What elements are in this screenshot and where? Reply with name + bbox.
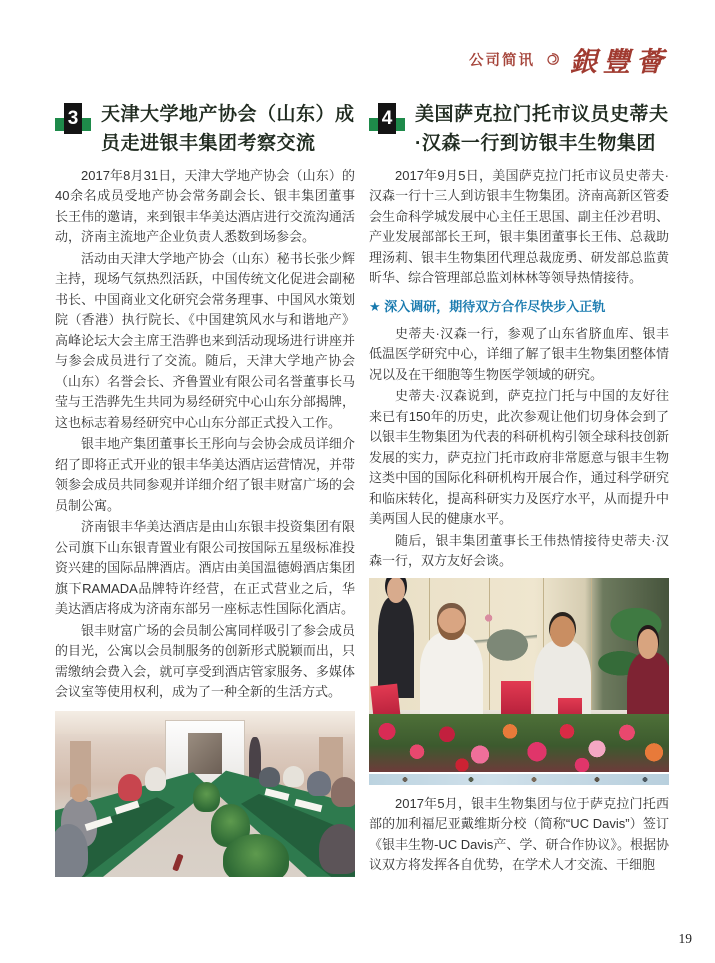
article-right-title: 美国萨克拉门托市议员史蒂夫·汉森一行到访银丰生物集团 bbox=[415, 104, 669, 155]
photo-detail bbox=[319, 824, 355, 874]
article-number-badge bbox=[369, 103, 405, 134]
badge-number: 4 bbox=[378, 103, 396, 134]
photo-detail bbox=[420, 632, 483, 725]
paragraph: 2017年9月5日，美国萨克拉门托市议员史蒂夫·汉森一行十三人到访银丰生物集团。济南高新区管委会生命科学城发展中心主任王思国、副主任沙君明、产业发展部部长王珂，银丰集团董事长王伟、总裁助理汤莉、银丰生物集团代理总裁庞勇、研发部总监黄昕华、综合管理部总监刘林林等领导热情接待。 bbox=[369, 167, 669, 286]
paragraph: 2017年5月，银丰生物集团与位于萨克拉门托西部的加利福尼亚戴维斯分校（简称“UC Davis”）签订《银丰生物-UC Davis产、学、研合作协议》。根据协议双方将发挥各自优势，在学术人才交流、干细胞 bbox=[369, 795, 669, 873]
photo-detail bbox=[501, 681, 531, 718]
meeting-room-photo bbox=[55, 711, 355, 877]
article-right-title-row bbox=[369, 100, 669, 159]
paragraph: 2017年8月31日，天津大学地产协会（山东）的40余名成员受地产协会常务副会长、银丰集团董事长王伟的邀请，来到银丰华美达酒店进行交流沟通活动，济南主流地产企业负责人悉数到场参会。 bbox=[55, 167, 355, 245]
paragraph: 随后，银丰集团董事长王伟热情接待史蒂夫·汉森一行，双方友好会谈。 bbox=[369, 532, 669, 569]
photo-detail bbox=[145, 767, 166, 790]
photo-detail bbox=[331, 777, 355, 807]
paragraph: 活动由天津大学地产协会（山东）秘书长张少辉主持，现场气氛热烈活跃，中国传统文化促进会副秘书长、中国商业文化研究会常务理事、中国风水策划院（香港）执行院长、《中国建筑风水与和谐地产》高峰论坛大会主席王浩骅也来到活动现场进行讲座并与参会成员进行了交流。随后，天津大学地产协会（山东）名誉会长、齐鲁置业有限公司名誉董事长马莹与王浩骅先生共同为易经研究中心山东分部揭牌，这也标志着易经研究中心山东分部正式投入工作。 bbox=[55, 250, 355, 430]
swirl-icon bbox=[544, 51, 561, 68]
banquet-photo bbox=[369, 578, 669, 772]
two-column-layout bbox=[55, 100, 669, 877]
page-number: 19 bbox=[678, 931, 692, 946]
article-left-body bbox=[55, 166, 355, 703]
article-right bbox=[369, 100, 669, 877]
photo-detail bbox=[223, 834, 289, 877]
photo-detail bbox=[193, 782, 220, 812]
badge-green-square-right bbox=[396, 118, 405, 131]
brand-logo: 銀豐薈 bbox=[570, 46, 669, 78]
paragraph: 济南银丰华美达酒店是由山东银丰投资集团有限公司旗下山东银青置业有限公司按国际五星级标准投资兴建的国际品牌酒店。酒店由美国温德姆酒店集团旗下RAMADA品牌特许经营，在正式营业之后，华美达酒店将成为济南东部另一座标志性国际化酒店。 bbox=[55, 519, 355, 617]
article-right-closing bbox=[369, 794, 669, 876]
photo-detail bbox=[172, 853, 183, 871]
photo-detail bbox=[307, 771, 331, 796]
badge-green-square-left bbox=[369, 118, 378, 131]
badge-number: 3 bbox=[64, 103, 82, 134]
badge-green-square-left bbox=[55, 118, 64, 131]
photo-detail bbox=[369, 714, 669, 772]
article-subheading: ★ 深入调研，期待双方合作尽快步入正轨 bbox=[369, 298, 606, 314]
photo-detail bbox=[259, 767, 280, 787]
page-header bbox=[55, 0, 669, 100]
article-left-title: 天津大学地产协会（山东）成员走进银丰集团考察交流 bbox=[101, 104, 355, 155]
paragraph: 史蒂夫·汉森说到，萨克拉门托与中国的友好往来已有150年的历史，此次参观让他们切身体会到了以银丰生物集团为代表的科研机构引领全球科技创新发展的实力，萨克拉门托市政府非常愿意与银丰生物这类中国的国际化科研机构开展合作，通过科学研究和临床转化，提高科研实力及医疗水平，从而提升中美两国人民的健康水平。 bbox=[369, 388, 669, 527]
article-left-title-row bbox=[55, 100, 355, 159]
section-label: 公司简讯 bbox=[469, 52, 535, 69]
photo-detail bbox=[283, 766, 304, 788]
badge-green-square-right bbox=[82, 118, 91, 131]
paragraph: 史蒂夫·汉森一行，参观了山东省脐血库、银丰低温医学研究中心，详细了解了银丰生物集团整体情况以及在干细胞等生物医学领域的研究。 bbox=[369, 325, 669, 382]
photo-detail bbox=[591, 578, 592, 714]
paragraph: 银丰地产集团董事长王彤向与会协会成员详细介绍了即将正式开业的银丰华美达酒店运营情况，并带领参会成员共同参观并详细介绍了银丰财富广场的会员制公寓。 bbox=[55, 436, 355, 513]
article-number-badge bbox=[55, 103, 91, 134]
photo-detail bbox=[118, 774, 142, 801]
article-right-body bbox=[369, 166, 669, 572]
article-left bbox=[55, 100, 355, 877]
paragraph: 银丰财富广场的会员制公寓同样吸引了参会成员的目光，公寓以会员制服务的创新形式脱颖而出，只需缴纳会费入会，就可享受到酒店管家服务、多媒体会议室等使用权利，成为了一种全新的生活方式。 bbox=[55, 622, 355, 700]
photo-strip bbox=[369, 774, 669, 785]
